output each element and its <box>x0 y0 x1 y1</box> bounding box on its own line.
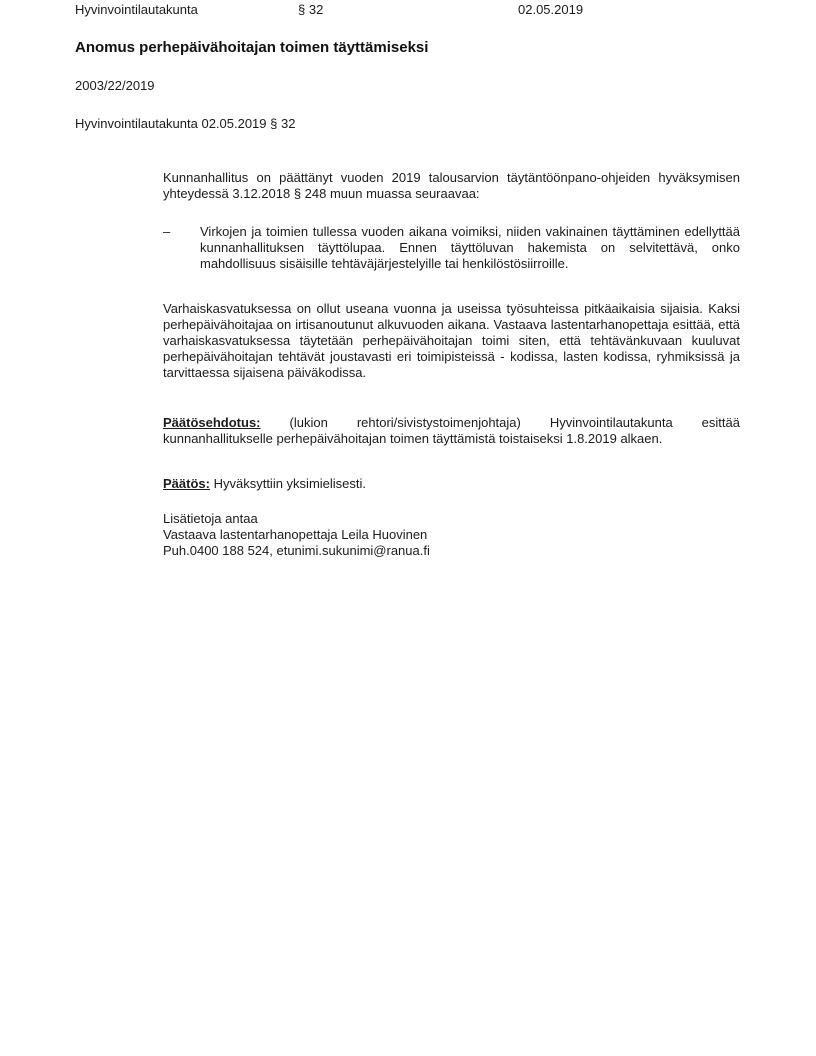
header-date: 02.05.2019 <box>518 2 584 17</box>
proposal-label: Päätösehdotus: <box>163 415 261 430</box>
contact-line-heading: Lisätietoja antaa <box>163 511 258 526</box>
document-title: Anomus perhepäivähoitajan toimen täyttämiseksi <box>75 39 429 56</box>
decision-label: Päätös: <box>163 476 210 491</box>
contact-line-person: Vastaava lastentarhanopettaja Leila Huovinen <box>163 527 428 542</box>
header-committee-name: Hyvinvointilautakunta <box>75 2 198 17</box>
section-reference: Hyvinvointilautakunta 02.05.2019 § 32 <box>75 116 296 131</box>
proposal-text: (lukion rehtori/sivistystoimenjohtaja) Hyvinvointilautakunta esittää kunnanhallitukselle perhepäivähoitajan toimen täyttämistä toistaiseksi 1.8.2019 alkaen. <box>163 415 740 446</box>
document-header <box>0 0 816 18</box>
bullet-text: Virkojen ja toimien tullessa vuoden aikana voimiksi, niiden vakinainen täyttäminen edellyttää kunnanhallituksen täyttölupaa. Ennen täyttöluvan hakemista on selvitettävä, onko mahdollisuus sisäisille tehtäväjärjestelyille tai henkilöstösiirroille. <box>200 224 740 271</box>
header-section-number: § 32 <box>298 2 324 17</box>
contact-line-phone-email: Puh.0400 188 524, etunimi.sukunimi@ranua.fi <box>163 543 430 558</box>
bullet-dash-marker: – <box>163 224 171 239</box>
decision-text: Hyväksyttiin yksimielisesti. <box>213 476 367 491</box>
paragraph-intro: Kunnanhallitus on päättänyt vuoden 2019 talousarvion täytäntöönpano-ohjeiden hyväksymisen yhteydessä 3.12.2018 § 248 muun muassa seuraavaa: <box>163 170 740 201</box>
bullet-item <box>163 224 740 272</box>
proposal-paragraph <box>163 415 740 447</box>
decision-paragraph <box>163 476 740 492</box>
paragraph-background: Varhaiskasvatuksessa on ollut useana vuonna ja useissa työsuhteissa pitkäaikaisia sijaisia. Kaksi perhepäivähoitajaa on irtisanoutunut alkuvuoden aikana. Vastaava lastentarhanopettaja esittää, että varhaiskasvatuksessa täytetään perhepäivähoitajan toimi siten, että tehtävänkuvaan kuuluvat perhepäivähoitajan tehtävät joustavasti eri toimipisteissä - kodissa, lasten kodissa, ryhmiksissä ja tarvittaessa sijaisena päiväkodissa. <box>163 301 740 380</box>
case-number: 2003/22/2019 <box>75 78 155 93</box>
contact-info <box>163 511 740 559</box>
document-body <box>163 170 740 559</box>
